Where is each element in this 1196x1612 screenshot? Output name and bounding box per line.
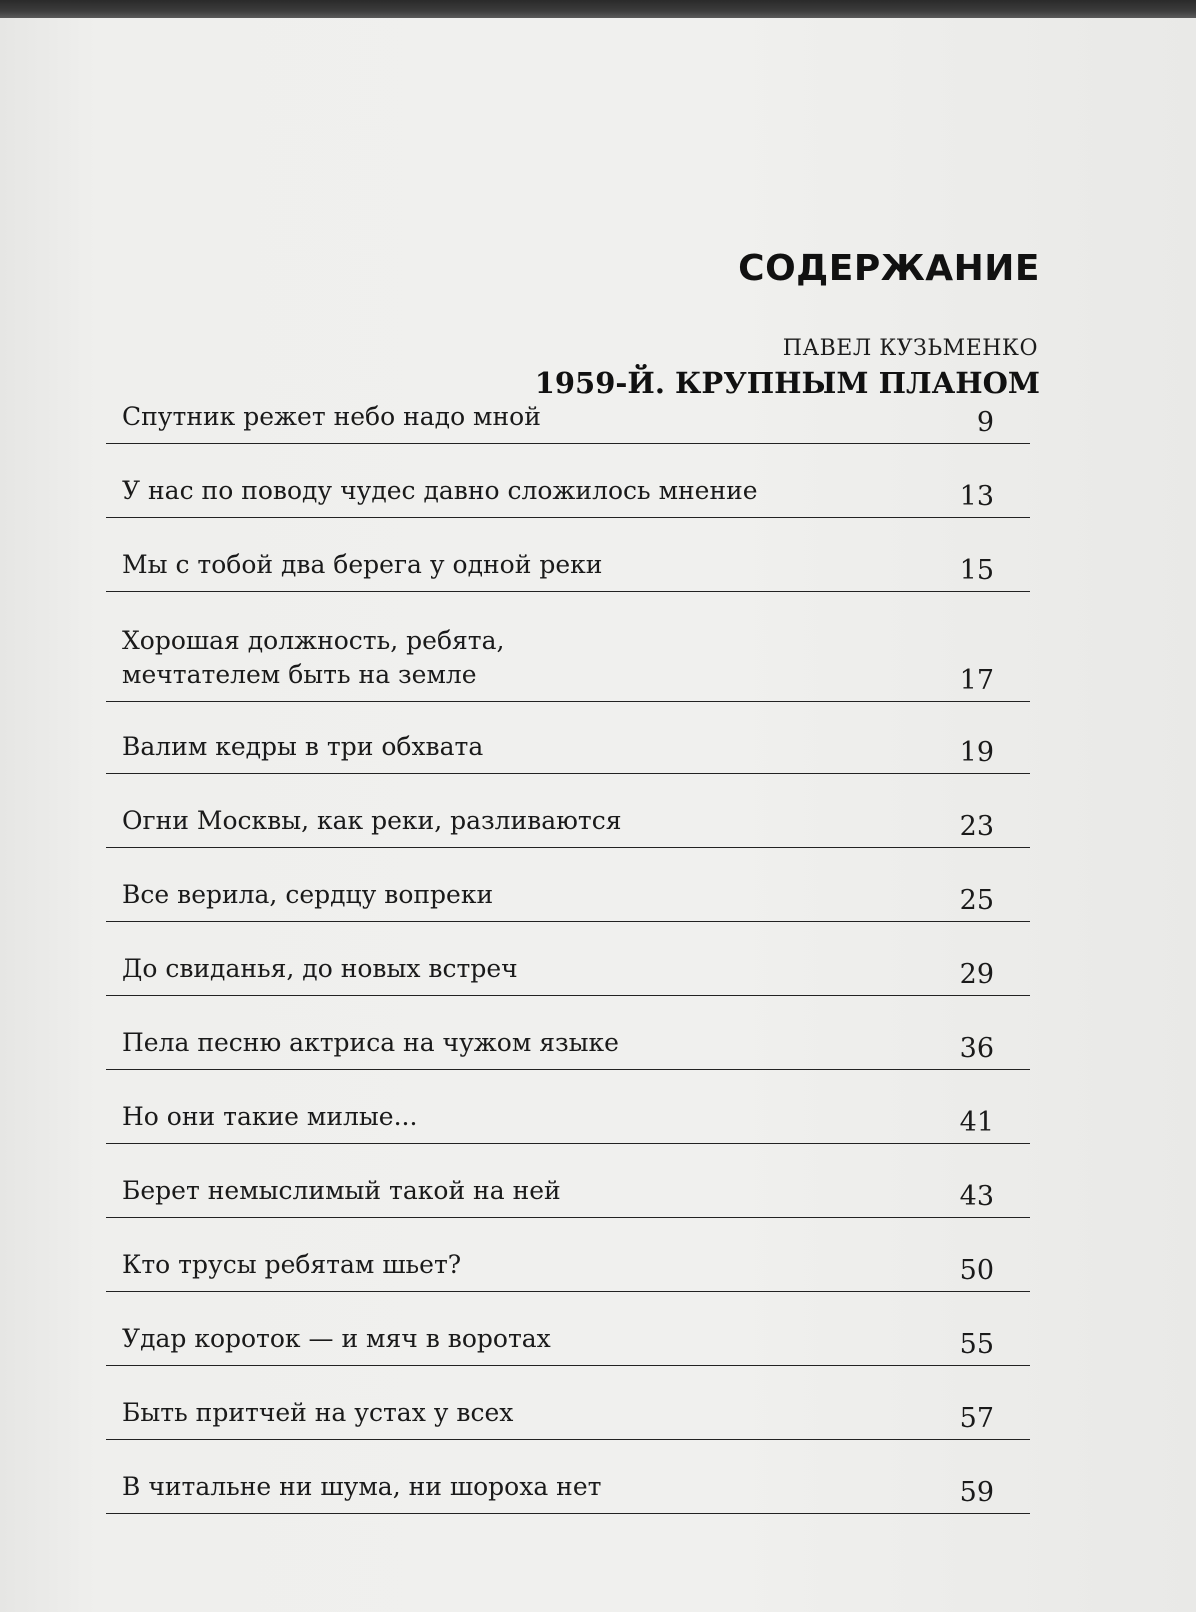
author-name: ПАВЕЛ КУЗЬМЕНКО	[782, 336, 1038, 361]
entry-title: У нас по поводу чудес давно сложилось мнение	[122, 476, 758, 505]
entry-title-line: Хорошая должность, ребята,	[122, 626, 505, 655]
entry-page-number: 50	[959, 1255, 994, 1286]
entry-title: Пела песню актриса на чужом языке	[122, 1028, 619, 1057]
entry-title: Берет немыслимый такой на ней	[122, 1176, 561, 1205]
entry-title: Но они такие милые...	[122, 1102, 418, 1131]
entry-title: Удар короток — и мяч в воротах	[122, 1324, 551, 1353]
entry-page-number: 17	[959, 665, 994, 696]
entry-page-number: 55	[959, 1329, 994, 1360]
entry-title: Все верила, сердцу вопреки	[122, 880, 494, 909]
entry-title: Валим кедры в три обхвата	[122, 732, 484, 761]
entry-page-number: 25	[959, 885, 994, 916]
entry-title: В читальне ни шума, ни шороха нет	[122, 1472, 602, 1501]
section-title: 1959-Й. КРУПНЫМ ПЛАНОМ	[534, 366, 1040, 400]
entry-page-number: 9	[976, 407, 994, 438]
entry-title: До свиданья, до новых встреч	[122, 954, 518, 983]
entry-title-line: мечтателем быть на земле	[122, 660, 477, 689]
entry-title: Спутник режет небо надо мной	[122, 402, 541, 431]
entry-page-number: 15	[959, 555, 994, 586]
entry-title: Огни Москвы, как реки, разливаются	[122, 806, 622, 835]
entry-page-number: 59	[959, 1477, 994, 1508]
entry-page-number: 29	[959, 959, 994, 990]
entry-title: Мы с тобой два берега у одной реки	[122, 550, 603, 579]
entry-page-number: 43	[959, 1181, 994, 1212]
entry-page-number: 23	[959, 811, 994, 842]
entry-title: Быть притчей на устах у всех	[122, 1398, 514, 1427]
entry-page-number: 41	[959, 1107, 994, 1138]
book-top-edge	[0, 0, 1196, 18]
entry-page-number: 57	[959, 1403, 994, 1434]
entry-title: Кто трусы ребятам шьет?	[122, 1250, 462, 1279]
entry-page-number: 19	[959, 737, 994, 768]
entry-page-number: 36	[959, 1033, 994, 1064]
page-title: СОДЕРЖАНИЕ	[738, 248, 1040, 289]
entry-page-number: 13	[959, 481, 994, 512]
